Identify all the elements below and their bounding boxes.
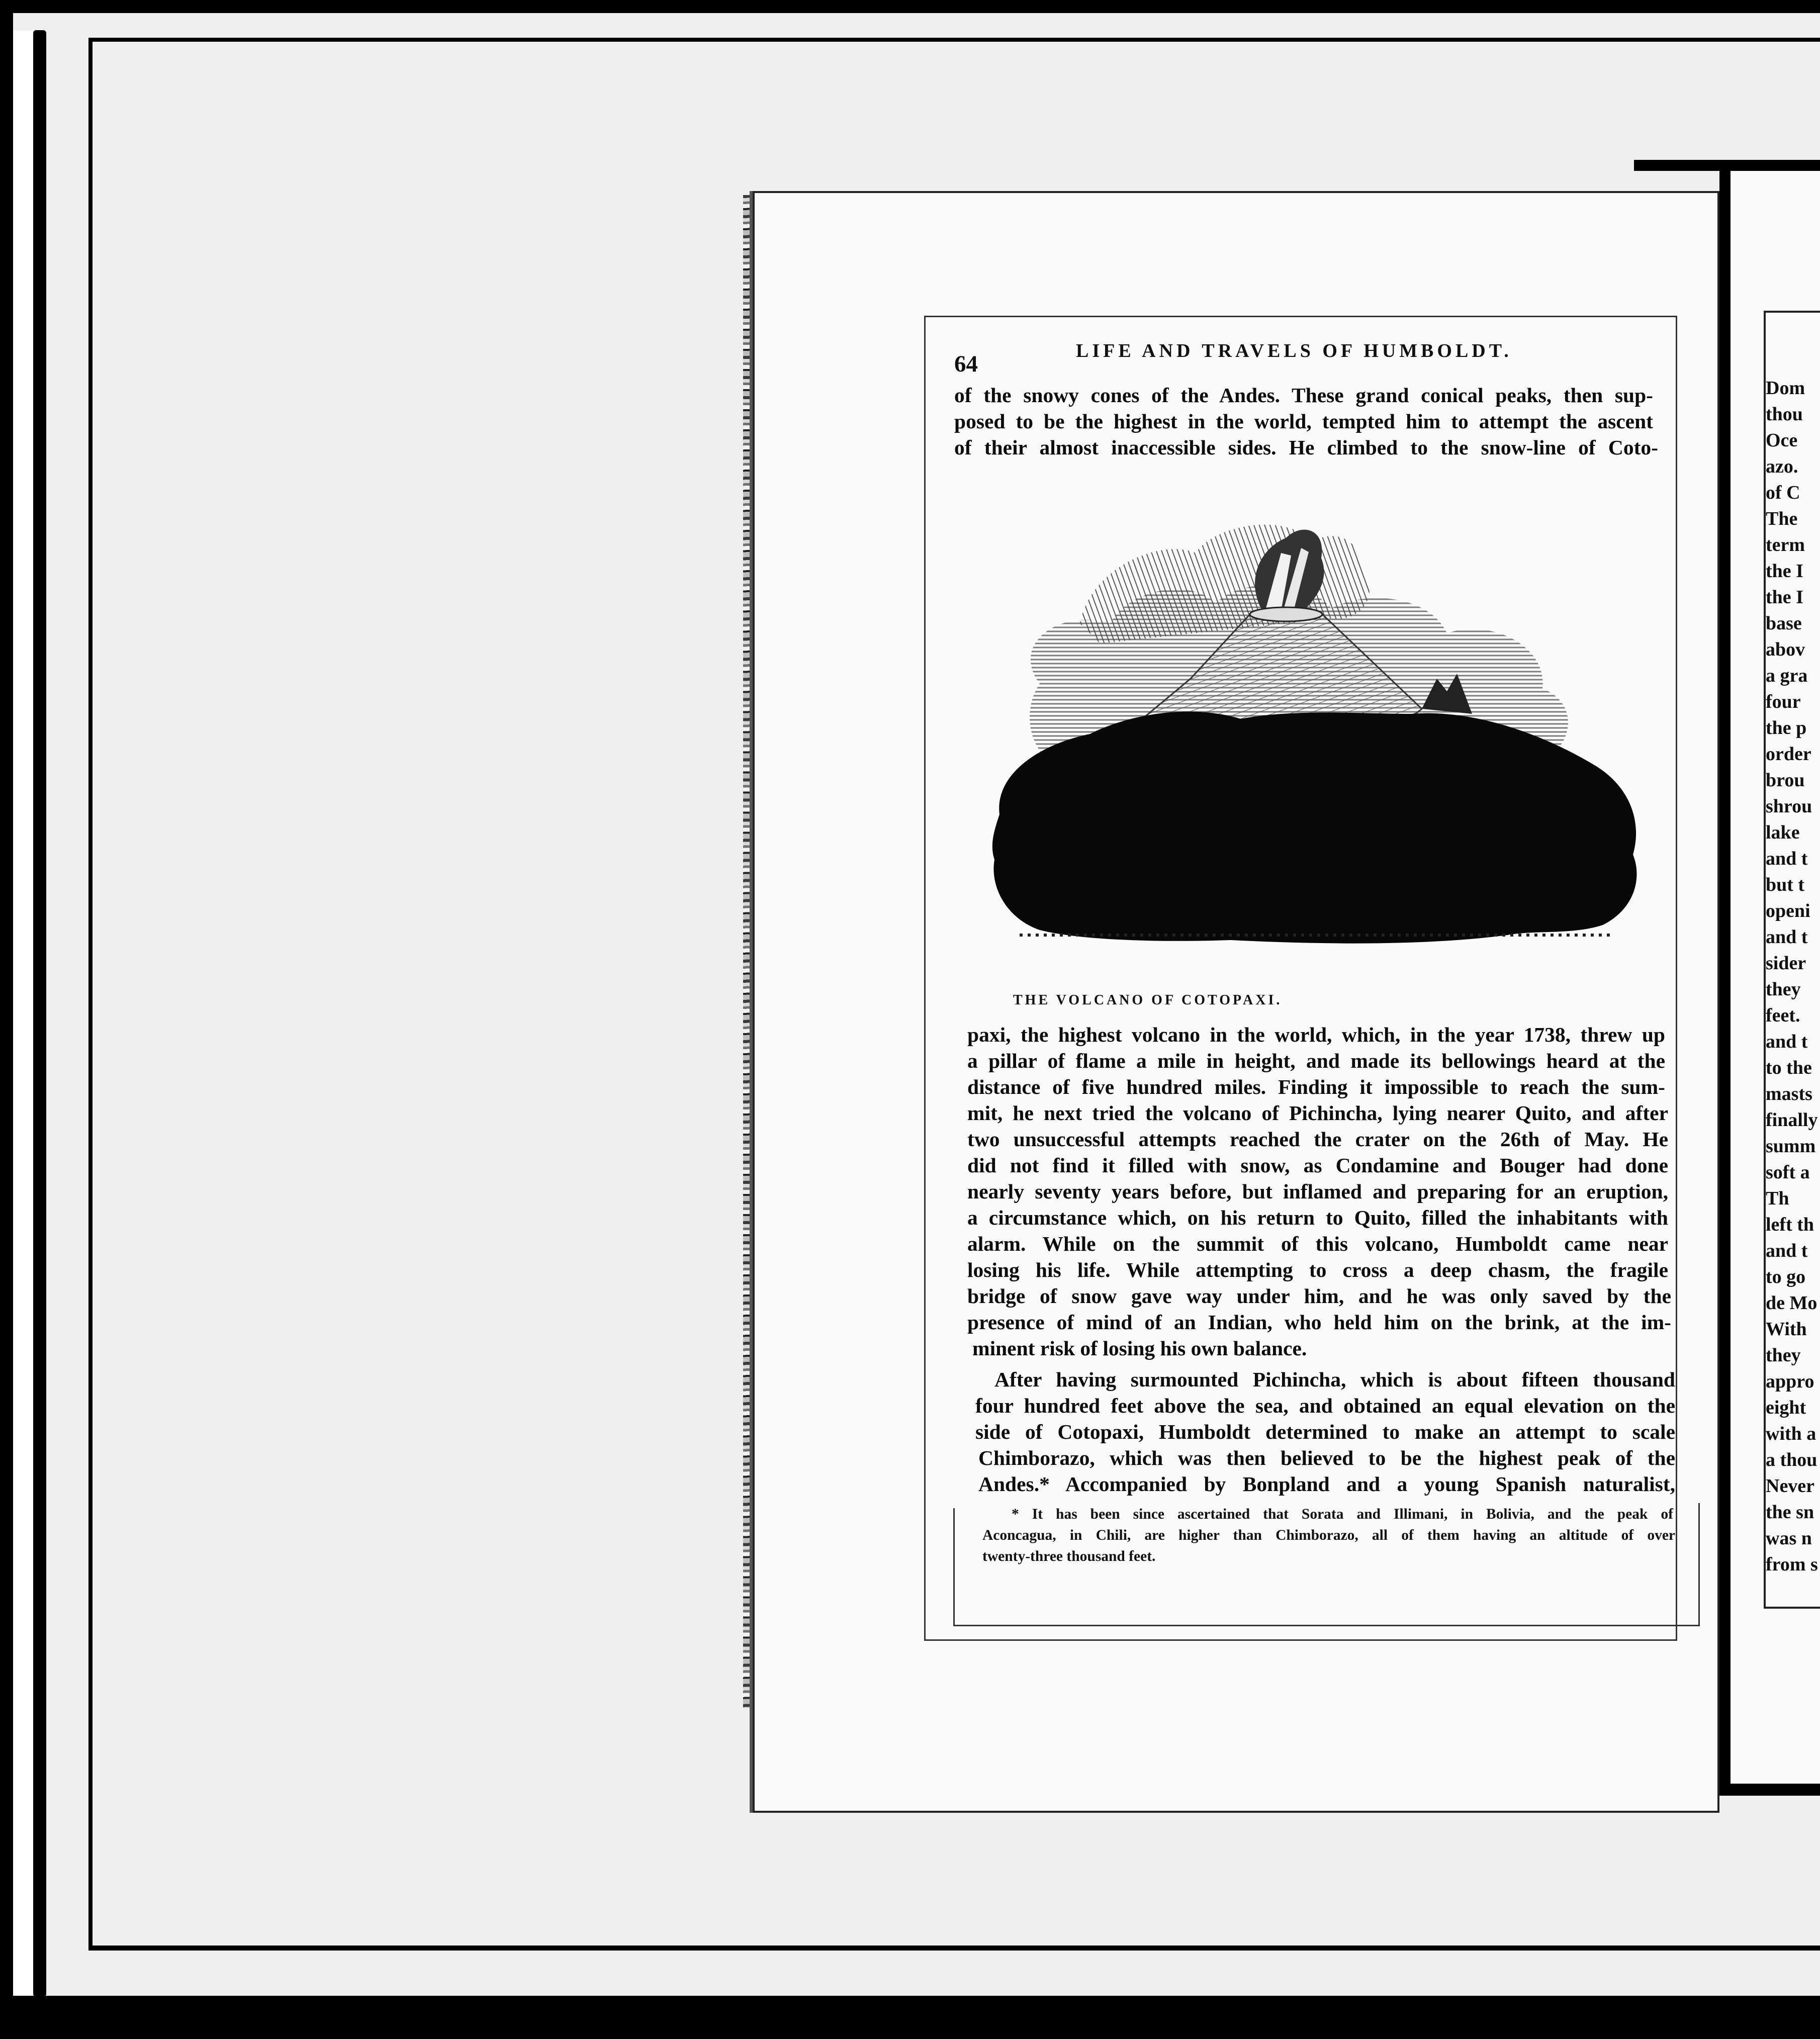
scan-film-edge xyxy=(33,30,46,1997)
facing-page-line: and t xyxy=(1766,1240,1808,1261)
scan-border-bottom xyxy=(0,1996,1820,2039)
facing-page-line: appro xyxy=(1766,1371,1814,1392)
scan-frame-top-edge xyxy=(90,38,1820,42)
page-frame-rule-offset xyxy=(953,1625,1699,1626)
facing-page-line: abov xyxy=(1766,639,1805,660)
facing-page-line: lake xyxy=(1766,822,1800,843)
facing-page-line: thou xyxy=(1766,404,1803,425)
footnote-line: * It has been since ascertained that Sorata and Illimani, in Bolivia, and the peak of xyxy=(1012,1506,1673,1522)
facing-page-line: the I xyxy=(1766,561,1803,582)
scan-border-left xyxy=(0,0,13,2039)
facing-page-line: but t xyxy=(1766,874,1805,895)
page-number: 64 xyxy=(954,351,978,377)
scan-frame-left-edge xyxy=(88,38,93,1951)
body-line: posed to be the highest in the world, tempted him to attempt the ascent xyxy=(954,410,1653,433)
volcano-illustration xyxy=(979,493,1653,980)
body-line: bridge of snow gave way under him, and he was only saved by the xyxy=(967,1284,1671,1308)
facing-page-line: soft a xyxy=(1766,1162,1810,1183)
facing-page-line: of C xyxy=(1766,482,1800,503)
facing-page-line: Oce xyxy=(1766,430,1798,451)
facing-page-line: With xyxy=(1766,1319,1807,1340)
body-line: losing his life. While attempting to cross a deep chasm, the fragile xyxy=(967,1258,1668,1281)
body-line: minent risk of losing his own balance. xyxy=(972,1337,1307,1360)
body-line: of their almost inaccessible sides. He climbed to the snow-line of Coto- xyxy=(954,436,1658,459)
facing-page-line: term xyxy=(1766,534,1805,555)
body-line: nearly seventy years before, but inflamed and preparing for an eruption, xyxy=(967,1180,1668,1203)
facing-page-line: finally xyxy=(1766,1109,1818,1131)
facing-page-spine xyxy=(1719,166,1731,1795)
facing-page-line: four xyxy=(1766,691,1801,712)
facing-page-line: the sn xyxy=(1766,1502,1814,1523)
body-line: mit, he next tried the volcano of Pichincha, lying nearer Quito, and after xyxy=(967,1101,1668,1125)
facing-page-line: they xyxy=(1766,979,1801,1000)
illustration-caption: THE VOLCANO OF COTOPAXI. xyxy=(1013,992,1283,1008)
facing-page-line: was n xyxy=(1766,1528,1812,1549)
facing-page-line: The xyxy=(1766,508,1798,529)
facing-page-line: a gra xyxy=(1766,665,1808,686)
body-line: distance of five hundred miles. Finding it impossible to reach the sum- xyxy=(967,1075,1665,1098)
scan-margin-strip xyxy=(13,30,33,1997)
facing-page-line: sider xyxy=(1766,953,1806,974)
facing-page-line: Never xyxy=(1766,1475,1815,1497)
facing-page-line: from s xyxy=(1766,1554,1818,1575)
facing-page-line: to the xyxy=(1766,1057,1812,1078)
facing-page-line: feet. xyxy=(1766,1005,1800,1026)
facing-page-line: shrou xyxy=(1766,796,1812,817)
facing-page-rule xyxy=(1764,1607,1820,1609)
facing-page-line: summ xyxy=(1766,1136,1816,1157)
body-line: did not find it filled with snow, as Condamine and Bouger had done xyxy=(967,1154,1668,1177)
footnote-line: twenty-three thousand feet. xyxy=(982,1548,1156,1564)
facing-page-line: and t xyxy=(1766,1031,1808,1052)
body-line: a circumstance which, on his return to Quito, filled the inhabitants with xyxy=(967,1206,1668,1229)
facing-page-line: left th xyxy=(1766,1214,1814,1235)
facing-page-line: with a xyxy=(1766,1423,1816,1444)
scan-border-top xyxy=(0,0,1820,13)
body-line: a pillar of flame a mile in height, and made its bellowings heard at the xyxy=(967,1049,1665,1072)
body-line: two unsuccessful attempts reached the crater on the 26th of May. He xyxy=(967,1128,1668,1151)
facing-page-line: eight xyxy=(1766,1397,1806,1418)
facing-page-line: azo. xyxy=(1766,456,1798,477)
body-line: presence of mind of an Indian, who held him on the brink, at the im- xyxy=(967,1311,1671,1334)
scan-frame-bottom-edge xyxy=(90,1945,1820,1951)
facing-page-line: Dom xyxy=(1766,378,1805,399)
facing-page-rule xyxy=(1764,311,1820,313)
facing-page-line: openi xyxy=(1766,900,1810,921)
facing-page-line: the p xyxy=(1766,717,1807,738)
facing-page-line: de Mo xyxy=(1766,1292,1817,1314)
facing-page-line: masts xyxy=(1766,1083,1812,1104)
facing-page-line: base xyxy=(1766,613,1802,634)
body-line: side of Cotopaxi, Humboldt determined to make an attempt to scale xyxy=(975,1420,1675,1443)
facing-page-line: and t xyxy=(1766,926,1808,948)
body-line: Chimborazo, which was then believed to be the highest peak of the xyxy=(978,1446,1675,1469)
running-title: LIFE AND TRAVELS OF HUMBOLDT. xyxy=(1076,340,1512,361)
page-frame-rule-offset xyxy=(953,1508,955,1625)
body-line: paxi, the highest volcano in the world, which, in the year 1738, threw up xyxy=(967,1023,1665,1046)
facing-page-line: brou xyxy=(1766,770,1805,791)
page-frame-rule-offset xyxy=(1698,1503,1700,1626)
body-line: alarm. While on the summit of this volcano, Humboldt came near xyxy=(967,1232,1668,1255)
facing-page-line: a thou xyxy=(1766,1449,1817,1470)
body-line: After having surmounted Pichincha, which is about fifteen thousand xyxy=(994,1368,1675,1391)
footnote-line: Aconcagua, in Chili, are higher than Chimborazo, all of them having an altitude of over xyxy=(982,1527,1675,1543)
facing-page-text xyxy=(1766,375,1820,1578)
facing-page-line: the I xyxy=(1766,587,1803,608)
body-line: four hundred feet above the sea, and obtained an equal elevation on the xyxy=(975,1394,1675,1417)
facing-page-line: to go xyxy=(1766,1266,1806,1287)
body-line: Andes.* Accompanied by Bonpland and a young Spanish naturalist, xyxy=(978,1472,1675,1496)
facing-page-line: and t xyxy=(1766,848,1808,869)
body-line: of the snowy cones of the Andes. These grand conical peaks, then sup- xyxy=(954,384,1653,407)
facing-page-line: they xyxy=(1766,1345,1801,1366)
facing-page-line: Th xyxy=(1766,1188,1789,1209)
facing-page-line: order xyxy=(1766,744,1811,765)
